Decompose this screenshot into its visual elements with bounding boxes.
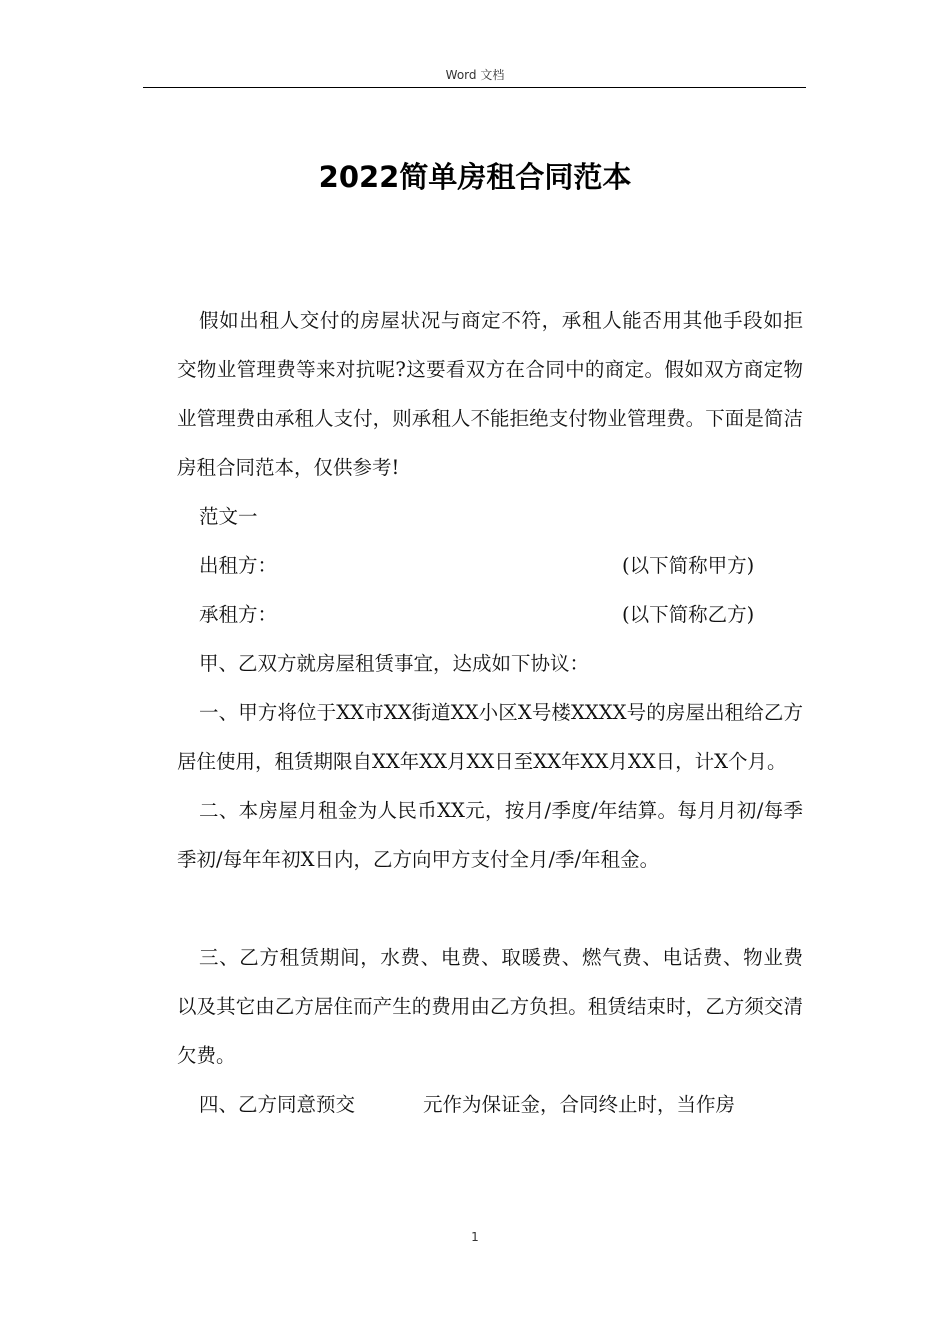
lessee-label: 承租方：: [199, 603, 278, 626]
lessor-label: 出租方：: [199, 554, 278, 577]
lessor-line: [177, 541, 803, 590]
clause-4-part-1: 四、乙方同意预交: [199, 1093, 356, 1116]
clause-4-part-2: 元作为保证金，合同终止时，当作房: [423, 1093, 736, 1116]
clause-3: 三、乙方租赁期间，水费、电费、取暖费、燃气费、电话费、物业费以及其它由乙方居住而产生的费用由乙方负担。租赁结束时，乙方须交清欠费。: [177, 946, 803, 1067]
clause-1: 一、甲方将位于XX市XX街道XX小区X号楼XXXX号的房屋出租给乙方居住使用，租赁期限自XX年XX月XX日至XX年XX月XX日，计X个月。: [177, 701, 803, 773]
agreement-intro: 甲、乙双方就房屋租赁事宜，达成如下协议：: [199, 652, 590, 675]
clause-2: 二、本房屋月租金为人民币XX元，按月/季度/年结算。每月月初/每季季初/每年年初X日内，乙方向甲方支付全月/季/年租金。: [177, 799, 803, 871]
intro-paragraph: 假如出租人交付的房屋状况与商定不符，承租人能否用其他手段如拒交物业管理费等来对抗呢?这要看双方在合同中的商定。假如双方商定物业管理费由承租人支付，则承租人不能拒绝支付物业管理费。下面是简洁房租合同范本，仅供参考!: [177, 309, 803, 479]
document-body: [177, 296, 803, 1129]
section-label: 范文一: [199, 505, 258, 528]
page-number: 1: [471, 1230, 479, 1244]
lessee-note: (以下简称乙方): [622, 603, 755, 626]
clause-4: [177, 1080, 803, 1129]
lessor-note: (以下简称甲方): [622, 554, 755, 577]
lessee-line: [177, 590, 803, 639]
document-title: 2022简单房租合同范本: [318, 160, 632, 194]
page-header-text: Word 文档: [445, 68, 505, 82]
blank-line: [177, 884, 803, 933]
header-divider: [143, 87, 806, 88]
